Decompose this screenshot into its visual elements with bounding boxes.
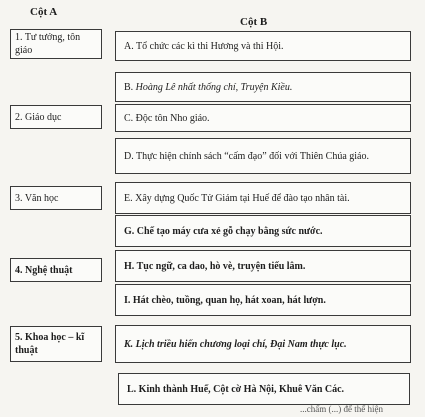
footer-text: ...chấm (...) để thể hiện [300, 404, 383, 414]
col-a-item-1-label: 1. Tư tưởng, tôn giáo [15, 32, 81, 56]
col-b-item-a-label: A. Tổ chức các kì thi Hương và thi Hội. [124, 40, 284, 52]
column-a-header: Cột A [30, 6, 58, 18]
col-b-item-d [115, 138, 411, 174]
col-a-item-1 [10, 29, 102, 59]
col-a-item-4-label: 4. Nghệ thuật [15, 264, 73, 276]
col-b-item-c [115, 104, 411, 132]
col-a-item-3 [10, 186, 102, 210]
col-a-item-5-label: 5. Khoa học – kĩ thuật [15, 332, 85, 356]
col-a-item-2-label: 2. Giáo dục [15, 111, 62, 123]
col-b-item-l [118, 373, 410, 405]
col-b-item-d-label: D. Thực hiện chính sách “cấm đạo” đối với Thiên Chúa giáo. [124, 150, 369, 162]
col-b-item-h-label: H. Tục ngữ, ca dao, hò vè, truyện tiếu lâm. [124, 260, 306, 272]
col-b-item-i [115, 284, 411, 316]
col-b-item-b [115, 72, 411, 102]
col-b-item-l-label: L. Kinh thành Huế, Cột cờ Hà Nội, Khuê Văn Các. [127, 383, 345, 395]
col-a-item-3-label: 3. Văn học [15, 192, 59, 204]
col-b-item-k [115, 325, 411, 363]
col-b-item-b-label: B. Hoàng Lê nhất thống chí, Truyện Kiều. [124, 81, 293, 93]
col-a-item-2 [10, 105, 102, 129]
col-b-item-b-text: Hoàng Lê nhất thống chí, Truyện Kiều. [135, 81, 293, 93]
col-a-item-4 [10, 258, 102, 282]
col-b-item-i-label: I. Hát chèo, tuồng, quan họ, hát xoan, hát lượn. [124, 294, 326, 306]
col-b-item-e-label: E. Xây dựng Quốc Tử Giám tại Huế để đào tạo nhân tài. [124, 192, 350, 204]
col-b-item-k-label: K. Lịch triều hiến chương loại chí, Đại Nam thực lục. [124, 338, 347, 350]
col-b-item-e [115, 182, 411, 214]
col-b-item-h [115, 250, 411, 282]
col-b-item-a [115, 31, 411, 61]
col-b-item-g [115, 215, 411, 247]
column-b-header: Cột B [240, 16, 268, 28]
col-b-item-g-label: G. Chế tạo máy cưa xẻ gỗ chạy bằng sức nước. [124, 225, 323, 237]
col-b-item-c-label: C. Độc tôn Nho giáo. [124, 112, 210, 124]
col-a-item-5 [10, 326, 102, 362]
